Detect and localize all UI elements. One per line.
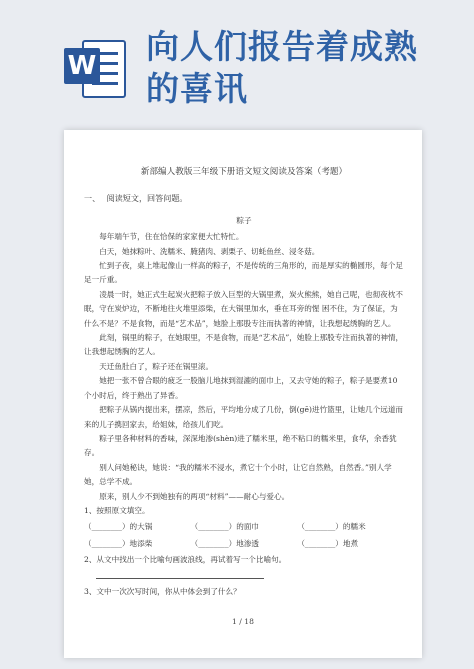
fill-blank: （________）的糯米 (297, 522, 366, 532)
headline (146, 26, 466, 110)
passage-paragraph: 每年端午节，住在恰保的家家便大忙特忙。 (99, 232, 244, 242)
question-1: 1、按照原文填空。 (84, 505, 150, 515)
fill-blank: （________）地添柴 (84, 538, 153, 548)
headline-line-1: 向人们报告着成熟 (146, 27, 418, 66)
answer-line (96, 568, 264, 579)
passage-title: 粽子 (236, 215, 252, 225)
section-heading (84, 191, 404, 205)
passage-paragraph: 别人问她秘诀，她说：“我的糯米不浸水，煮它十个小时，让它自然熟，自然香。”别人学她，总学不成。 (84, 462, 392, 487)
fill-blank: （________）地煮 (297, 538, 359, 548)
page-number: 1 / 18 (232, 617, 254, 626)
headline-line-2: 的喜讯 (146, 69, 248, 108)
word-document-icon (64, 34, 124, 100)
passage-paragraph: 她把一张不曾合眼的疲乏一股脑儿地抹到湿漉的面巾上，又去守她的粽子，粽子是要煮10个小时后，终于熟出了异香。 (84, 376, 398, 400)
passage-paragraph: 凌晨一时，她正式生起炭火把粽子放入巨型的大锅里煮，炭火熊熊，她自己呢，也彻夜枕不眠，守在炭炉边，不断地往火堆里添柴，在大锅里加水，垂在耳旁的惺 困不住，为了保证，为什么不是？不是食物，而是“艺术品”，她脸上那股专注而执著的神情，让我想起绣胸的艺人。 (84, 289, 403, 328)
document-page (64, 130, 422, 658)
fill-blank-row-2 (84, 537, 404, 551)
fill-blank: （________）地渗透 (190, 538, 260, 548)
fill-blank-row-1 (84, 520, 404, 534)
section-instruction: 阅读短文，回答问题。 (106, 193, 188, 204)
passage-paragraph: 忙到子夜，桌上堆起像山一样高的粽子，不是传统的三角形的，而是厚实的椭圆形，每个足足一斤重。 (84, 261, 403, 285)
fill-blank: （________）的大锅 (84, 522, 153, 532)
fill-blank: （________）的面巾 (190, 522, 260, 532)
document-banner (0, 0, 474, 140)
passage-paragraph: 白天，她抹粽叶、洗糯米、腌猪肉、剥栗子、切蚝鱼丝、浸冬菇。 (99, 246, 320, 256)
document-content (84, 165, 404, 599)
word-letter-tile: W (64, 48, 100, 84)
passage-paragraph: 原来，别人少不到她独有的两项“材料”——耐心与爱心。 (99, 491, 290, 501)
passage-paragraph: 粽子里各种材料的香味，深深地渗(shèn)进了糯米里，绝不粘口的糯米里，食华，余香犹存。 (84, 433, 397, 458)
question-3: 3、文中一次次写时间，你从中体会到了什么？ (84, 586, 241, 596)
document-title: 新部编人教版三年级下册语文短文阅读及答案（考题） (140, 167, 348, 177)
question-2: 2、从文中找出一个比喻句画波浪线，再试着写一个比喻句。 (84, 555, 287, 565)
passage-paragraph: 天迁鱼肚白了，粽子还在锅里滚。 (99, 361, 214, 371)
passage-paragraph: 把粽子从锅内提出来，摆凉，然后，平均地分成了几份，倒(gē)进竹篮里，让她几个远道而来的儿子携回家去，给姐妹，给孩儿们吃。 (84, 405, 404, 429)
passage-paragraph: 此刻，锅里的粽子，在她眼里，不是食物，而是“艺术品”，她脸上那股专注而执著的神情，让我想起绣胸的艺人。 (84, 333, 404, 357)
section-number: 一、 (84, 193, 101, 204)
